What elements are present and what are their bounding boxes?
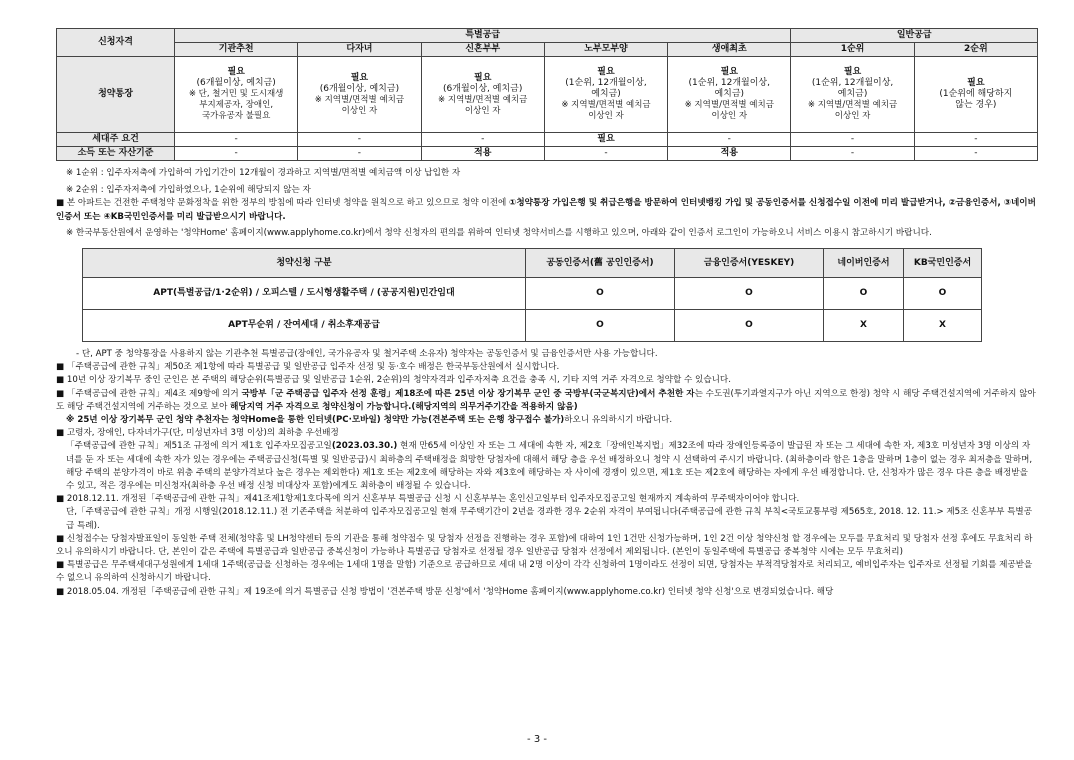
para-bold-text: ①청약통장 가입은행 및 취급은행을 방문하여 인터넷뱅킹 가입 및 공동인증서를 신청접수일 이전에 미리 발급받거나, ②금융인증서, ③네이버인증서 또는 ④KB국민인증서를 미리 발급받으시기 바랍니다. — [56, 198, 1036, 222]
cert-mark: O — [526, 278, 675, 310]
para-online-change: ■ 2018.05.04. 개정된「주택공급에 관한 규칙」제 19조에 의거 특별공급 신청 방법이 '견본주택 방문 신청'에서 '청약Home 홈페이지(www.applyhome.co.kr) 인터넷 청약 신청'으로 변경되었습니다. 해당 — [56, 586, 834, 597]
eligibility-table — [56, 28, 1038, 161]
special-supply-header: 특별공급 — [175, 29, 791, 43]
cert-mark: O — [675, 278, 824, 310]
account-line: (6개월이상, 예치금) — [443, 83, 523, 94]
account-line: 이상인 자 — [341, 105, 378, 116]
para-single-application: ■ 신청접수는 당첨자발표일이 동일한 주택 전체(청약홈 및 LH청약센터 등의 기관을 통해 청약접수 및 당첨자 선정을 진행하는 경우 포함)에 대하여 1인 1건만 신청가능하며, 1인 2건 이상 청약신청 할 경우에는 모두를 무효처리 및 당첨자 선정 후에도 무효처리 하오니 유의하시기 바랍니다. 단, 본인이 같은 주택에 특별공급과 일반공급 중복신청이 가능하나 특별공급 당첨자로 선정될 경우 일반공급 당첨자 선정에서 제외됩니다. (본인이 동일주택에 특별공급 중복청약 시에는 모두 무효처리) — [56, 533, 1033, 558]
row-income-label: 소득 또는 자산기준 — [57, 147, 175, 161]
account-required: 필요 — [227, 67, 245, 77]
para-bold-text: (2023.03.30.) — [331, 441, 398, 452]
row-household-label: 세대주 요건 — [57, 133, 175, 147]
note-first-rank: ※ 1순위 : 입주자저축에 가입하여 가입기간이 12개월이 경과하고 지역별/면적별 예치금액 이상 납입한 자 — [66, 168, 461, 178]
note-line: ■ 10년 이상 장기복무 중인 군인은 본 주택의 해당순위(특별공급 및 일반공급 1순위, 2순위)의 청약자격과 입주자저축 요건을 충족 시, 기타 지역 거주 자격으로 청약할 수 있습니다. — [56, 375, 731, 386]
account-required: 필요 — [967, 78, 985, 88]
col-header: 노부모부양 — [544, 43, 667, 57]
notes-section — [56, 167, 1038, 240]
income-cell: - — [175, 147, 298, 161]
col-header: 기관추천 — [175, 43, 298, 57]
account-cell — [791, 57, 914, 133]
account-line: 국가유공자 불필요 — [201, 111, 271, 121]
account-line: (1순위에 해당하지 — [939, 89, 1013, 99]
account-cell — [421, 57, 544, 133]
income-cell: - — [914, 147, 1037, 161]
account-line: 예치금) — [837, 89, 868, 99]
para-bold-text: 국방부「군 주택공급 입주자 선정 훈령」제18조에 따른 25년 이상 장기복무 군인 중 국방부(국군복지단)에서 추천한 자 — [241, 388, 695, 399]
account-required: 필요 — [474, 72, 492, 83]
col-header: 2순위 — [914, 43, 1037, 57]
account-line: ※ 지역별/면적별 예치금 — [684, 100, 774, 110]
col-header: 신혼부부 — [421, 43, 544, 57]
cert-header: 금융인증서(YESKEY) — [675, 249, 824, 278]
page-number: - 3 - — [527, 734, 547, 745]
account-required: 필요 — [597, 67, 615, 77]
certificate-table — [82, 248, 982, 342]
para-military — [56, 388, 1038, 414]
income-cell: - — [298, 147, 421, 161]
account-line: 이상인 자 — [464, 105, 501, 116]
account-cell — [914, 57, 1037, 133]
col-header: 1순위 — [791, 43, 914, 57]
account-line: ※ 지역별/면적별 예치금 — [314, 94, 405, 105]
account-required: 필요 — [843, 67, 862, 77]
para-lowest-floor-title: ■ 고령자, 장애인, 다자녀가구(단, 미성년자녀 3명 이상)의 최하층 우선배정 — [56, 428, 339, 439]
para-text: 하오니 유의하시기 바랍니다. — [564, 415, 673, 426]
para-military-online — [56, 414, 1038, 427]
para-newlywed-exception: 단,「주택공급에 관한 규칙」개정 시행일(2018.12.11.) 전 기존주택을 처분하여 입주자모집공고일 현재 무주택기간이 2년을 경과한 경우 2순위 자격이 부여됩니다(주택공급에 관한 규칙 부칙<국토교통부령 제565호, 2018. 12. 11.> 제5조 신혼부부 특별공급 특례). — [66, 507, 1033, 531]
account-cell — [668, 57, 791, 133]
para-newlywed: ■ 2018.12.11. 개정된「주택공급에 관한 규칙」제41조제1항제1호다목에 의거 신혼부부 특별공급 신청 시 신혼부부는 혼인신고일부터 입주자모집공고일 현재까지 계속하여 무주택자이어야 합니다. — [56, 494, 800, 505]
income-cell: 적용 — [668, 147, 791, 161]
household-cell: - — [175, 133, 298, 147]
household-cell: - — [914, 133, 1037, 147]
general-supply-header: 일반공급 — [791, 29, 1038, 43]
account-line: ※ 지역별/면적별 예치금 — [438, 94, 528, 105]
account-line: (6개월이상, 예치금) — [196, 78, 276, 88]
para-lowest-floor — [56, 440, 1038, 493]
note-line: ■ 「주택공급에 관한 규칙」제50조 제1항에 따라 특별공급 및 일반공급 입주자 선정 및 동·호수 배정은 한국부동산원에서 실시합니다. — [56, 362, 560, 373]
income-cell: - — [791, 147, 914, 161]
cert-mark: O — [904, 278, 982, 310]
account-line: ※ 지역별/면적별 예치금 — [807, 100, 898, 110]
account-line: 예치금) — [714, 89, 745, 99]
household-cell: - — [421, 133, 544, 147]
para-bold-text: ※ 25년 이상 장기복무 군인 청약 추천자는 청약Home을 통한 인터넷(PC·모바일) 청약만 가능(견본주택 또는 은행 창구접수 불가) — [66, 415, 565, 426]
account-line: (1순위, 12개월이상, — [811, 78, 894, 88]
household-cell: 필요 — [544, 133, 667, 147]
household-cell: - — [668, 133, 791, 147]
row-account-label: 청약통장 — [57, 57, 175, 133]
para-text: 현재 만65세 이상인 자 또는 그 세대에 속한 자, 제2호「장애인복지법」제32조에 따라 장애인등록증이 발급된 자 또는 그 세대에 속한 자, 제3호 미성년자 3명 이상의 자녀를 둔 자 또는 세대에 속한 자가 있는 경우에는 주택공급신청(특별 및 일반공급)시 최하층의 주택배정을 희망한 당첨자에 대해서 해당 층을 우선 배정하오니 청약 시 선택하여 주시기 바랍니다. (최하층이라 함은 1층을 말하며 1층이 없는 경우 최저층을 말하며, 해당 주택의 분양가격이 바로 위층 주택의 분양가격보다 높은 경우는 제외한다) 제1호 또는 제2호에 해당하는 자와 제3호에 해당하는 자 사이에 경쟁이 있으면, 제1호 또는 제2호에 해당하는 자에게 우선 배정합니다. 단, 신청자가 많은 경우 다른 층을 배정받을 수 있고, 적은 경우에는 미신청자(최하층 우선 배정 신청 비대상자 포함)에게도 최하층이 배정될 수 있습니다. — [66, 441, 1033, 492]
account-line: 이상인 자 — [711, 111, 748, 121]
cert-row-label: APT(특별공급/1·2순위) / 오피스텔 / 도시형생활주택 / (공공지원)민간임대 — [83, 278, 526, 310]
household-cell: - — [791, 133, 914, 147]
para-text: ■ 「주택공급에 관한 규칙」제4조 제9항에 의거 — [56, 388, 242, 399]
account-line: ※ 단, 철거민 및 도시재생 — [188, 89, 284, 99]
cert-mark: X — [904, 310, 982, 342]
page-content — [56, 28, 1038, 599]
account-required: 필요 — [350, 72, 369, 83]
col-header: 다자녀 — [298, 43, 421, 57]
income-cell: 적용 — [421, 147, 544, 161]
cert-row-label: APT무순위 / 잔여세대 / 취소후재공급 — [83, 310, 526, 342]
account-cell — [175, 57, 298, 133]
col-header: 생애최초 — [668, 43, 791, 57]
para-applyhome-notice: ※ 한국부동산원에서 운영하는 '청약Home' 홈페이지(www.applyhome.co.kr)에서 청약 신청자의 편의를 위하여 인터넷 청약서비스를 시행하고 있으며, 아래와 같이 인증서 로그인이 가능하오니 서비스 이용시 참고하시기 바랍니다. — [66, 227, 932, 238]
household-cell: - — [298, 133, 421, 147]
cert-header: KB국민인증서 — [904, 249, 982, 278]
note-line: - 단, APT 중 청약통장을 사용하지 않는 기관추천 특별공급(장애인, 국가유공자 및 철거주택 소유자) 청약자는 공동인증서 및 금융인증서만 사용 가능합니다. — [76, 349, 658, 360]
col-apply-header: 신청자격 — [57, 29, 175, 57]
account-cell — [298, 57, 421, 133]
account-line: ※ 지역별/면적별 예치금 — [561, 100, 651, 110]
account-line: 예치금) — [591, 89, 621, 99]
notes-section-b — [56, 348, 1038, 599]
income-cell: - — [544, 147, 667, 161]
para-internet-application — [56, 197, 1038, 223]
cert-header: 청약신청 구분 — [83, 249, 526, 278]
para-text: 「주택공급에 관한 규칙」제51조 규정에 의거 제1호 입주자모집공고일 — [66, 441, 332, 452]
account-line: (1순위, 12개월이상, — [565, 78, 647, 88]
para-text: 는 수도권(투기과열지구가 아닌 지역으로 한정) 청약 시 해당 주택건설지역에 거주하지 않아도 해당 주택건설지역에 거주하는 것으로 보아 — [56, 388, 1036, 412]
account-required: 필요 — [720, 67, 738, 77]
account-line: (1순위, 12개월이상, — [688, 78, 770, 88]
cert-header: 공동인증서(舊 공인인증서) — [526, 249, 675, 278]
cert-header: 네이버인증서 — [824, 249, 904, 278]
para-special-supply: ■ 특별공급은 무주택세대구성원에게 1세대 1주택(공급을 신청하는 경우에는 1세대 1명을 말함) 기준으로 공급하므로 세대 내 2명 이상이 각각 신청하여 1명이라도 선정이 되면, 당첨자는 부적격당첨자로 처리되고, 예비입주자는 입주자로 선정될 기회를 제공받을 수 없으니 유의하여 신청하시기 바랍니다. — [56, 560, 1033, 584]
cert-mark: O — [526, 310, 675, 342]
account-line: 부지제공자, 장애인, — [199, 100, 274, 110]
account-line: 이상인 자 — [588, 111, 624, 121]
cert-mark: X — [824, 310, 904, 342]
para-bold-text: 해당지역 거주 자격으로 청약신청이 가능합니다.(해당지역의 의무거주기간을 적용하지 않음) — [230, 401, 578, 412]
cert-mark: O — [675, 310, 824, 342]
account-line: 이상인 자 — [834, 111, 871, 121]
account-line: 않는 경우) — [955, 100, 997, 110]
para-text: ■ 본 아파트는 건전한 주택청약 문화정착을 위한 정부의 방침에 따라 인터넷 청약을 원칙으로 하고 있으므로 청약 이전에 — [56, 198, 510, 209]
account-line: (6개월이상, 예치금) — [319, 83, 400, 94]
cert-mark: O — [824, 278, 904, 310]
note-second-rank: ※ 2순위 : 입주자저축에 가입하였으나, 1순위에 해당되지 않는 자 — [66, 185, 311, 196]
account-cell — [544, 57, 667, 133]
